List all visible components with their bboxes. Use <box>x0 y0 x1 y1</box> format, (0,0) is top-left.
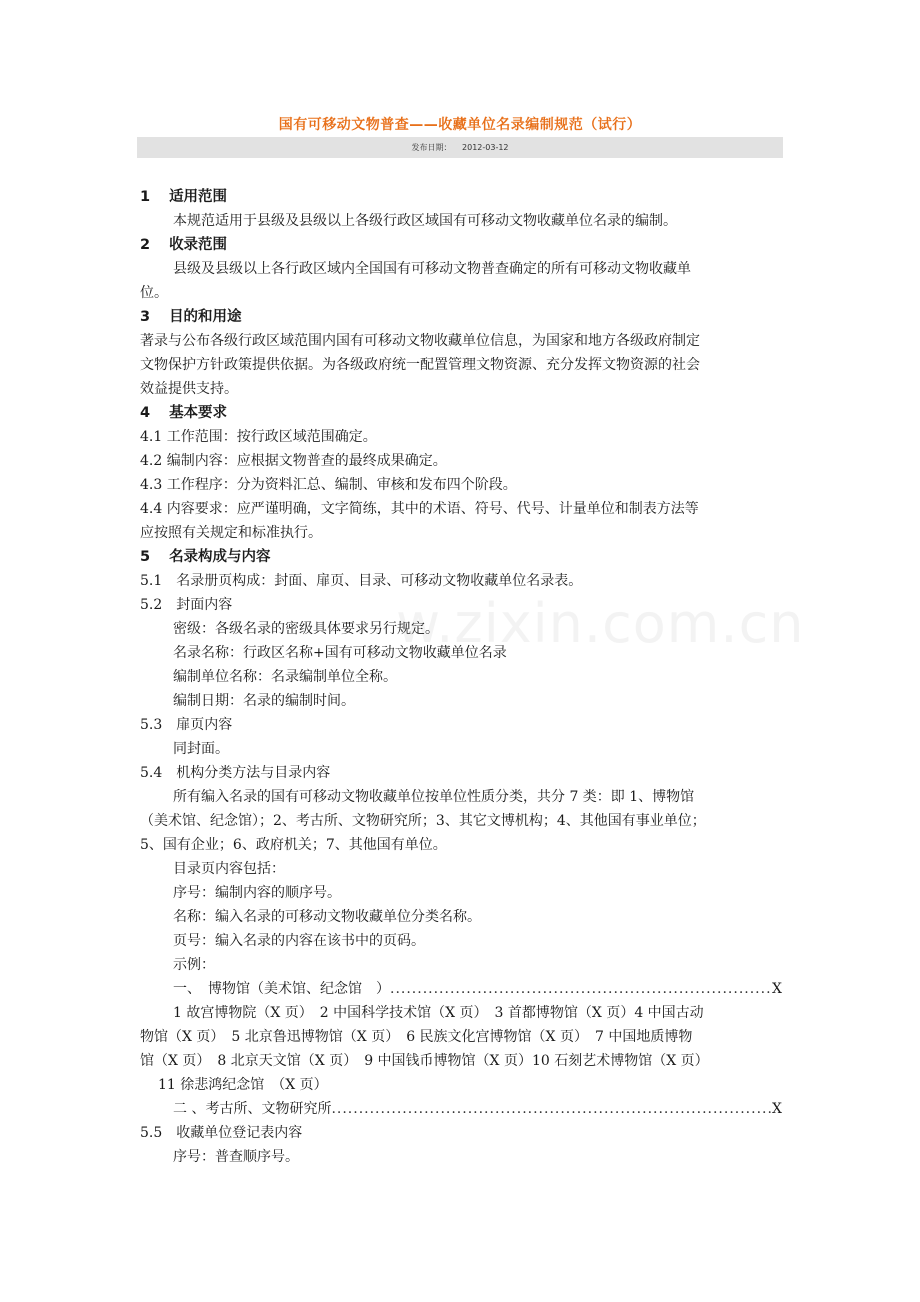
section-4-heading <box>140 401 782 425</box>
publish-date-label: 发布日期： <box>411 143 452 152</box>
section-1-paragraph: 本规范适用于县级及县级以上各级行政区域国有可移动文物收藏单位名录的编制。 <box>173 213 677 229</box>
toc-intro: 目录页内容包括： <box>173 861 285 877</box>
classification-line-2: （美术馆、纪念馆）；2、考古所、文物研究所；3、其它文博机构；4、其他国有事业单位； <box>140 813 706 829</box>
cover-item-date: 编制日期：名录的编制时间。 <box>173 693 355 709</box>
requirement-4-2: 4.2 编制内容：应根据文物普查的最终成果确定。 <box>140 453 447 469</box>
toc-field-page: 页号：编入名录的内容在该书中的页码。 <box>173 933 425 949</box>
toc-field-sequence: 序号：编制内容的顺序号。 <box>173 885 341 901</box>
section-3-line-1: 著录与公布各级行政区域范围内国有可移动文物收藏单位信息，为国家和地方各级政府制定 <box>140 333 700 349</box>
museum-list-line-4: 11 徐悲鸿纪念馆 （X 页） <box>158 1077 328 1093</box>
section-number: 3 <box>140 309 151 325</box>
requirement-4-4-line-1: 4.4 内容要求：应严谨明确，文字简练，其中的术语、符号、代号、计量单位和制表方法等 <box>140 501 699 517</box>
section-2-paragraph-line-2: 位。 <box>140 285 168 301</box>
publish-date-value: 2012-03-12 <box>462 143 509 152</box>
toc-entry-1 <box>140 977 782 1001</box>
section-title: 收录范围 <box>169 237 228 253</box>
section-number: 4 <box>140 405 151 421</box>
subsection-5-1: 5.1 名录册页构成：封面、扉页、目录、可移动文物收藏单位名录表。 <box>140 573 583 589</box>
register-field-sequence: 序号：普查顺序号。 <box>173 1149 299 1165</box>
requirement-4-1: 4.1 工作范围：按行政区域范围确定。 <box>140 429 377 445</box>
title-page-content: 同封面。 <box>173 741 229 757</box>
museum-list-line-1: 1 故宫博物院（X 页） 2 中国科学技术馆（X 页） 3 首都博物馆（X 页）4 中国古动 <box>173 1005 704 1021</box>
section-3-line-2: 文物保护方针政策提供依据。为各级政府统一配置管理文物资源、充分发挥文物资源的社会 <box>140 357 700 373</box>
subsection-5-3: 5.3 扉页内容 <box>140 717 233 733</box>
section-title: 名录构成与内容 <box>169 549 271 565</box>
section-title: 目的和用途 <box>169 309 242 325</box>
example-label: 示例： <box>173 957 215 973</box>
toc-entry-2 <box>140 1097 782 1121</box>
toc-dot-leader <box>331 1097 772 1121</box>
museum-list-line-2: 物馆（X 页） 5 北京鲁迅博物馆（X 页） 6 民族文化宫博物馆（X 页） 7 中国地质博物 <box>140 1029 693 1045</box>
toc-dot-leader <box>390 977 772 1001</box>
toc-entry-label: 一、 博物馆（美术馆、纪念馆 ） <box>173 981 390 997</box>
museum-list-line-3: 馆（X 页） 8 北京天文馆（X 页） 9 中国钱币博物馆（X 页）10 石刻艺术博物馆（X 页） <box>140 1053 709 1069</box>
watermark-text: w.zixin.com.cn <box>396 592 805 655</box>
toc-entry-page: X <box>772 981 782 997</box>
subsection-5-5: 5.5 收藏单位登记表内容 <box>140 1125 303 1141</box>
requirement-4-4-line-2: 应按照有关规定和标准执行。 <box>140 525 322 541</box>
subsection-5-2: 5.2 封面内容 <box>140 597 233 613</box>
cover-item-compiler: 编制单位名称：名录编制单位全称。 <box>173 669 397 685</box>
section-number: 2 <box>140 237 151 253</box>
toc-field-name: 名称：编入名录的可移动文物收藏单位分类名称。 <box>173 909 481 925</box>
toc-entry-page: X <box>772 1101 782 1117</box>
requirement-4-3: 4.3 工作程序：分为资料汇总、编制、审核和发布四个阶段。 <box>140 477 517 493</box>
section-2-paragraph-line-1: 县级及县级以上各行政区域内全国国有可移动文物普查确定的所有可移动文物收藏单 <box>173 261 691 277</box>
section-3-heading <box>140 305 782 329</box>
toc-entry-label: 二 、考古所、文物研究所 <box>173 1101 332 1117</box>
section-title: 适用范围 <box>169 189 228 205</box>
document-body <box>140 185 782 1169</box>
classification-line-1: 所有编入名录的国有可移动文物收藏单位按单位性质分类，共分 7 类：即 1、博物馆 <box>173 789 695 805</box>
cover-item-name: 名录名称：行政区名称+国有可移动文物收藏单位名录 <box>173 645 507 661</box>
subsection-5-4: 5.4 机构分类方法与目录内容 <box>140 765 331 781</box>
section-title: 基本要求 <box>169 405 228 421</box>
section-3-line-3: 效益提供支持。 <box>140 381 238 397</box>
classification-line-3: 5、国有企业；6、政府机关；7、其他国有单位。 <box>140 837 447 853</box>
section-2-heading <box>140 233 782 257</box>
document-title: 国有可移动文物普查——收藏单位名录编制规范（试行） <box>278 117 642 133</box>
section-number: 5 <box>140 549 151 565</box>
section-5-heading <box>140 545 782 569</box>
cover-item-secrecy: 密级：各级名录的密级具体要求另行规定。 <box>173 621 439 637</box>
publish-info-bar <box>137 137 783 158</box>
section-1-heading <box>140 185 782 209</box>
section-number: 1 <box>140 189 151 205</box>
